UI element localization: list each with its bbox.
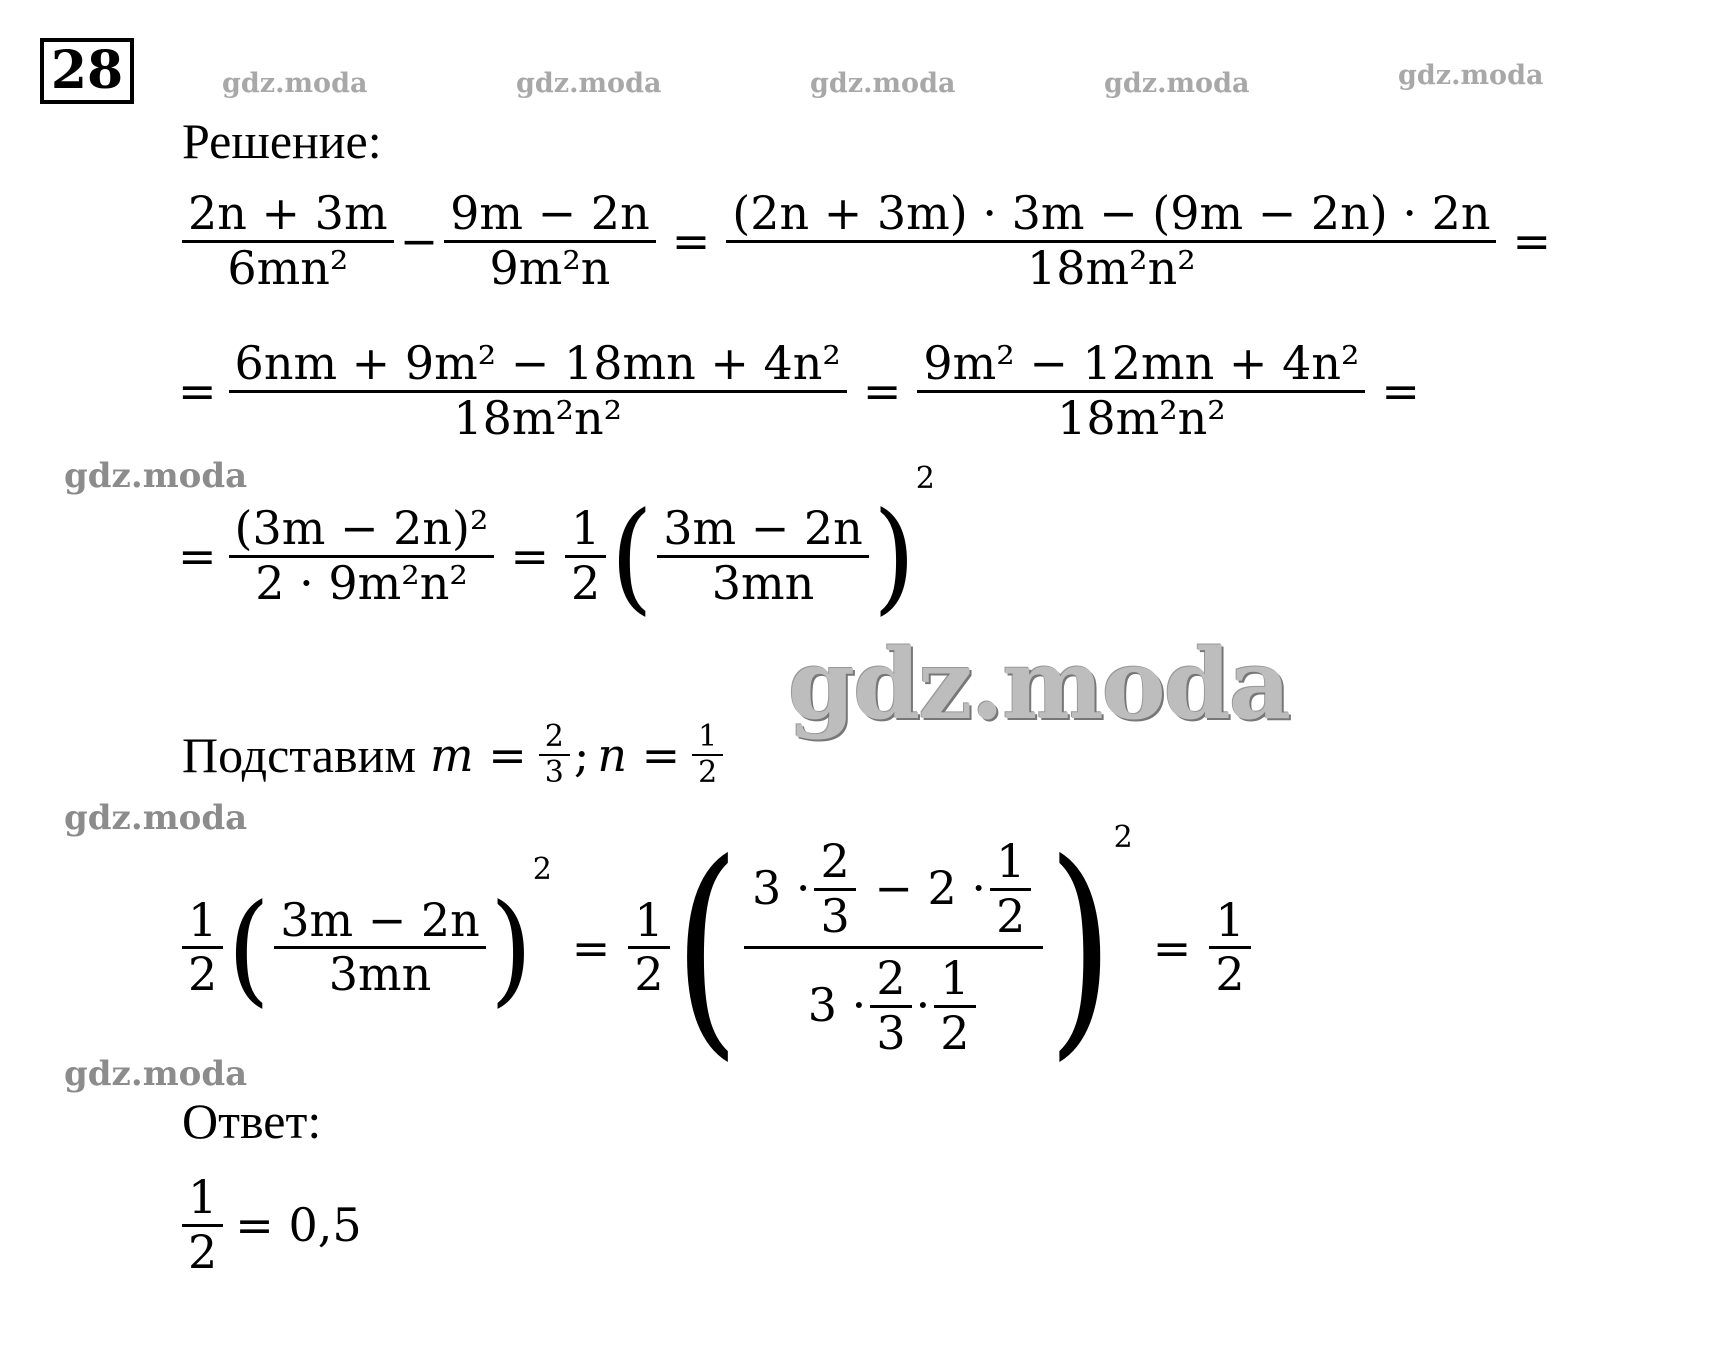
- fraction: $\frac{1}{2}$: [565, 503, 606, 609]
- substitution-line: Подставим m = $\frac{2}{3}$ ; n = $\frac{1}{2}$: [182, 720, 727, 789]
- fraction: $\frac{(2n + 3m) \cdot 3m - (9m - 2n) \cdot 2n}{\text{18m²n²}}$: [726, 188, 1496, 294]
- fraction: $\frac{2}{3}$: [870, 953, 911, 1059]
- watermark: gdz.moda: [1104, 68, 1250, 99]
- fraction: $\frac{1}{2}$: [628, 895, 669, 1001]
- watermark: gdz.moda: [810, 68, 956, 99]
- watermark: gdz.moda: [64, 1054, 248, 1094]
- equation-line-4: $\frac{1}{2}$ ( $\frac{3m - 2n}{3mn}$ ) 2 = $\frac{1}{2}$ ( 3 · $\frac{2}{3}$ − 2 · $\frac{1}{2}$ 3 · $\frac{2}{3}$ · $\frac{1}{2}$ ) 2 = $\frac{1}{2}$: [178, 836, 1255, 1059]
- fraction: $\frac{3m - 2n}{3mn}$: [657, 503, 869, 609]
- fraction: $\frac{2n + 3m}{\text{6mn²}}$: [182, 188, 394, 294]
- exponent: 2: [1113, 820, 1133, 856]
- fraction: $\frac{1}{2}$: [182, 895, 223, 1001]
- fraction: $\frac{\text{(3m − 2n)²}}{\text{2 · 9m²n²}}$: [229, 503, 495, 609]
- solution-label: Решение:: [182, 113, 382, 169]
- answer-line: $\frac{1}{2}$ = 0,5: [178, 1172, 370, 1278]
- compound-fraction: 3 · $\frac{2}{3}$ − 2 · $\frac{1}{2}$ 3 · $\frac{2}{3}$ · $\frac{1}{2}$: [744, 836, 1043, 1059]
- fraction: $\frac{2}{3}$: [814, 836, 855, 942]
- fraction: $\frac{1}{2}$: [182, 1172, 223, 1278]
- fraction: $\frac{1}{2}$: [934, 953, 975, 1059]
- equation-line-1: $\frac{2n + 3m}{\text{6mn²}}$ − $\frac{9m - 2n}{\text{9m²n}}$ = $\frac{(2n + 3m) \cdot 3m - (9m - 2n) \cdot 2n}{\text{18m²n²}}$ =: [178, 188, 1563, 294]
- equation-line-3: = $\frac{\text{(3m − 2n)²}}{\text{2 · 9m²n²}}$ = $\frac{1}{2}$ ( $\frac{3m - 2n}{3mn}$ ) 2: [178, 460, 935, 627]
- answer-label: Ответ:: [182, 1093, 322, 1149]
- watermark-large: gdz.moda: [788, 628, 1290, 741]
- substitute-label: Подставим: [182, 726, 416, 783]
- fraction: $\frac{9m - 2n}{\text{9m²n}}$: [444, 188, 656, 294]
- fraction: $\frac{2}{3}$: [539, 720, 570, 789]
- exponent: 2: [532, 852, 552, 888]
- fraction: $\frac{\text{9m² − 12mn + 4n²}}{\text{18m²n²}}$: [917, 338, 1365, 444]
- equation-line-2: = $\frac{\text{6nm + 9m² − 18mn + 4n²}}{\text{18m²n²}}$ = $\frac{\text{9m² − 12mn + 4n²}}{\text{18m²n²}}$ =: [178, 336, 1420, 445]
- right-paren: ): [1047, 813, 1114, 1082]
- watermark: gdz.moda: [516, 68, 662, 99]
- watermark: gdz.moda: [64, 798, 248, 838]
- left-paren: (: [673, 813, 740, 1082]
- fraction: $\frac{1}{2}$: [692, 720, 723, 789]
- exponent: 2: [915, 460, 935, 496]
- watermark: gdz.moda: [222, 68, 368, 99]
- fraction: $\frac{\text{6nm + 9m² − 18mn + 4n²}}{\text{18m²n²}}$: [229, 338, 847, 444]
- fraction: $\frac{3m - 2n}{3mn}$: [274, 895, 486, 1001]
- left-paren: (: [227, 877, 271, 1018]
- watermark: gdz.moda: [64, 456, 248, 496]
- left-paren: (: [610, 485, 654, 627]
- right-paren: ): [872, 485, 916, 627]
- watermark: gdz.moda: [1398, 60, 1544, 91]
- problem-number: 28: [40, 38, 134, 104]
- right-paren: ): [489, 877, 533, 1018]
- fraction: $\frac{1}{2}$: [1209, 895, 1250, 1001]
- fraction: $\frac{1}{2}$: [990, 836, 1031, 942]
